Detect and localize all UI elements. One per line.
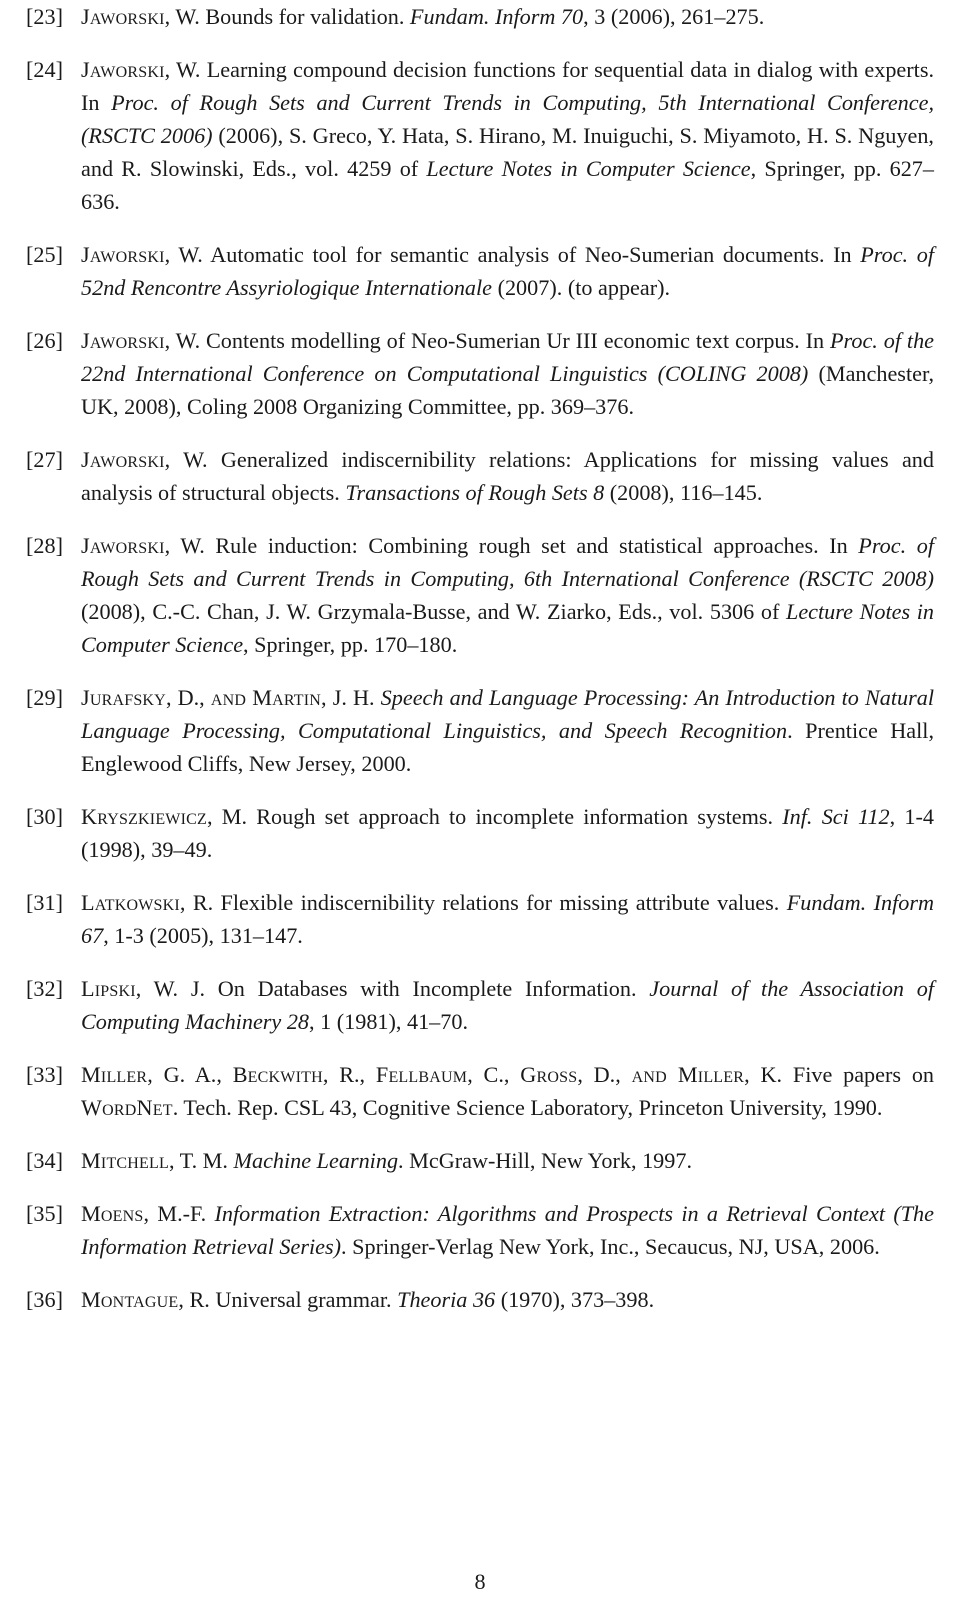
author-name: Mitchell <box>81 1148 169 1173</box>
reference-entry <box>26 1197 934 1263</box>
author-name: Jaworski <box>81 533 165 558</box>
reference-text <box>81 1058 934 1124</box>
author-name: Jurafsky <box>81 685 166 710</box>
author-name: Jaworski <box>81 447 165 472</box>
author-name: Martin <box>252 685 322 710</box>
italic-title: Proc. <box>860 242 909 267</box>
reference-segment: , 1-4 (1998), 39–49. <box>81 804 934 862</box>
author-name: Jaworski <box>81 57 165 82</box>
reference-number: [25] <box>26 242 63 267</box>
reference-segment: , R., <box>322 1062 376 1087</box>
author-name: and Miller <box>631 1062 745 1087</box>
reference-number: [32] <box>26 976 63 1001</box>
author-name: and <box>210 685 247 710</box>
reference-list <box>26 0 934 1336</box>
italic-title: Proc. <box>111 90 159 115</box>
reference-segment: . Springer-Verlag New York, Inc., Secaucus, NJ, USA, 2006. <box>341 1234 880 1259</box>
page-number: 8 <box>474 1569 486 1594</box>
reference-segment: , W. Bounds for validation. <box>164 4 410 29</box>
reference-segment: . Prentice Hall, Englewood Cliffs, New Jersey, 2000. <box>81 718 934 776</box>
reference-number: [30] <box>26 804 63 829</box>
reference-entry <box>26 529 934 661</box>
reference-segment: (2008), 116–145. <box>604 480 763 505</box>
italic-title: of the 22nd International Conference on Computational Linguistics (COLING 2008) <box>81 328 935 386</box>
reference-number: [31] <box>26 890 63 915</box>
italic-title: Information Extraction: Algorithms and Prospects in a Retrieval Context (The Information Retrieval Series) <box>81 1201 934 1259</box>
reference-number: [23] <box>26 4 63 29</box>
reference-segment: , C., <box>467 1062 521 1087</box>
reference-text <box>81 1144 934 1177</box>
reference-number: [34] <box>26 1148 63 1173</box>
reference-segment: , K. Five papers on <box>744 1062 935 1087</box>
reference-segment <box>906 533 917 558</box>
reference-number: [36] <box>26 1287 63 1312</box>
reference-text <box>81 0 934 33</box>
italic-title: Lecture Notes in Computer Science <box>81 599 935 657</box>
reference-number: [24] <box>26 57 63 82</box>
reference-segment: , 1 (1981), 41–70. <box>309 1009 469 1034</box>
italic-title: Lecture Notes in Computer Science <box>426 156 751 181</box>
reference-segment: , 1-3 (2005), 131–147. <box>103 923 303 948</box>
author-name: Latkowski <box>81 890 180 915</box>
reference-text <box>81 972 934 1038</box>
italic-title: Machine Learning <box>233 1148 399 1173</box>
reference-text <box>81 443 934 509</box>
author-name: Jaworski <box>81 328 165 353</box>
reference-text <box>81 238 934 304</box>
reference-entry <box>26 681 934 780</box>
reference-segment: , T. M. <box>168 1148 234 1173</box>
reference-entry <box>26 886 934 952</box>
reference-segment: , W. Learning compound decision functions for sequential data in dialog with experts. In <box>81 57 934 115</box>
reference-entry <box>26 1144 934 1177</box>
reference-entry <box>26 238 934 304</box>
reference-entry <box>26 1058 934 1124</box>
reference-segment <box>908 242 917 267</box>
reference-segment: , W. Generalized indiscernibility relations: Applications for missing values and analysis of structural objects. <box>81 447 934 505</box>
reference-segment: , G. A., <box>147 1062 233 1087</box>
italic-title: Inf. Sci 112 <box>782 804 890 829</box>
italic-title: Fundam. Inform 67 <box>81 890 934 948</box>
author-name: WordNet <box>81 1095 173 1120</box>
reference-segment: , Springer, pp. 627–636. <box>81 156 934 214</box>
reference-number: [29] <box>26 685 63 710</box>
reference-entry <box>26 1283 934 1316</box>
italic-title: Proc. <box>858 533 907 558</box>
reference-segment: (2008), C.-C. Chan, J. W. Grzymala-Busse, and W. Ziarko, Eds., vol. 5306 of <box>81 599 786 624</box>
reference-entry <box>26 443 934 509</box>
reference-text <box>81 886 934 952</box>
reference-segment: , W. Automatic tool for semantic analysis of Neo-Sumerian documents. In <box>164 242 861 267</box>
reference-text <box>81 1283 934 1316</box>
author-name: Montague <box>81 1287 179 1312</box>
reference-segment: , Springer, pp. 170–180. <box>243 632 458 657</box>
author-name: Lipski <box>81 976 136 1001</box>
reference-segment: , 3 (2006), 261–275. <box>583 4 765 29</box>
reference-segment: (1970), 373–398. <box>495 1287 655 1312</box>
reference-segment: , D., <box>577 1062 632 1087</box>
reference-number: [26] <box>26 328 63 353</box>
author-name: Miller <box>81 1062 148 1087</box>
italic-title: of Rough Sets and Current Trends in Computing, 5th International Conference, (RSCTC 2006) <box>81 90 935 148</box>
author-name: Moens <box>81 1201 144 1226</box>
reference-segment: , W. Contents modelling of Neo-Sumerian Ur III economic text corpus. In <box>164 328 830 353</box>
italic-title: Theoria 36 <box>397 1287 496 1312</box>
reference-segment: , R. Universal grammar. <box>178 1287 398 1312</box>
reference-segment: , M.-F. <box>143 1201 215 1226</box>
author-name: Jaworski <box>81 242 165 267</box>
reference-segment: , M. Rough set approach to incomplete information systems. <box>206 804 783 829</box>
reference-segment: (2006), S. Greco, Y. Hata, S. Hirano, M. Inuiguchi, S. Miyamoto, H. S. Nguyen, and R. Slowinski, Eds., vol. 4259 of <box>81 123 934 181</box>
reference-number: [27] <box>26 447 63 472</box>
reference-text <box>81 324 934 423</box>
reference-text <box>81 53 934 218</box>
author-name: Jaworski <box>81 4 165 29</box>
reference-text <box>81 800 934 866</box>
italic-title: Transactions of Rough Sets 8 <box>345 480 605 505</box>
reference-segment: . Tech. Rep. CSL 43, Cognitive Science Laboratory, Princeton University, 1990. <box>172 1095 883 1120</box>
reference-segment: , W. J. On Databases with Incomplete Information. <box>135 976 650 1001</box>
reference-segment: , W. Rule induction: Combining rough set and statistical approaches. In <box>164 533 859 558</box>
italic-title: Fundam. Inform 70 <box>409 4 584 29</box>
reference-entry <box>26 800 934 866</box>
italic-title: Journal of the Association of Computing Machinery 28 <box>81 976 935 1034</box>
italic-title: Speech and Language Processing: An Introduction to Natural Language Processing, Computational Linguistics, and Speech Recognition <box>81 685 935 743</box>
reference-text <box>81 529 934 661</box>
reference-segment: , J. H. <box>321 685 381 710</box>
reference-entry <box>26 972 934 1038</box>
reference-segment: . McGraw-Hill, New York, 1997. <box>398 1148 693 1173</box>
reference-text <box>81 1197 934 1263</box>
reference-segment: (2007). (to appear). <box>492 275 671 300</box>
author-name: Kryszkiewicz <box>81 804 207 829</box>
reference-segment: , R. Flexible indiscernibility relations for missing attribute values. <box>179 890 787 915</box>
italic-title: Proc. <box>829 328 878 353</box>
reference-entry <box>26 53 934 218</box>
author-name: Beckwith <box>232 1062 323 1087</box>
reference-segment: (Manchester, UK, 2008), Coling 2008 Organizing Committee, pp. 369–376. <box>81 361 935 419</box>
reference-number: [28] <box>26 533 63 558</box>
italic-title: of Rough Sets and Current Trends in Computing, 6th International Conference (RSCTC 2008) <box>81 533 934 591</box>
italic-title: of 52nd Rencontre Assyriologique Internationale <box>81 242 934 300</box>
author-name: Fellbaum <box>375 1062 468 1087</box>
reference-text <box>81 681 934 780</box>
reference-entry <box>26 0 934 33</box>
reference-segment: , D., <box>165 685 211 710</box>
reference-number: [33] <box>26 1062 63 1087</box>
reference-entry <box>26 324 934 423</box>
author-name: Gross <box>520 1062 578 1087</box>
reference-segment <box>159 90 171 115</box>
reference-number: [35] <box>26 1201 63 1226</box>
